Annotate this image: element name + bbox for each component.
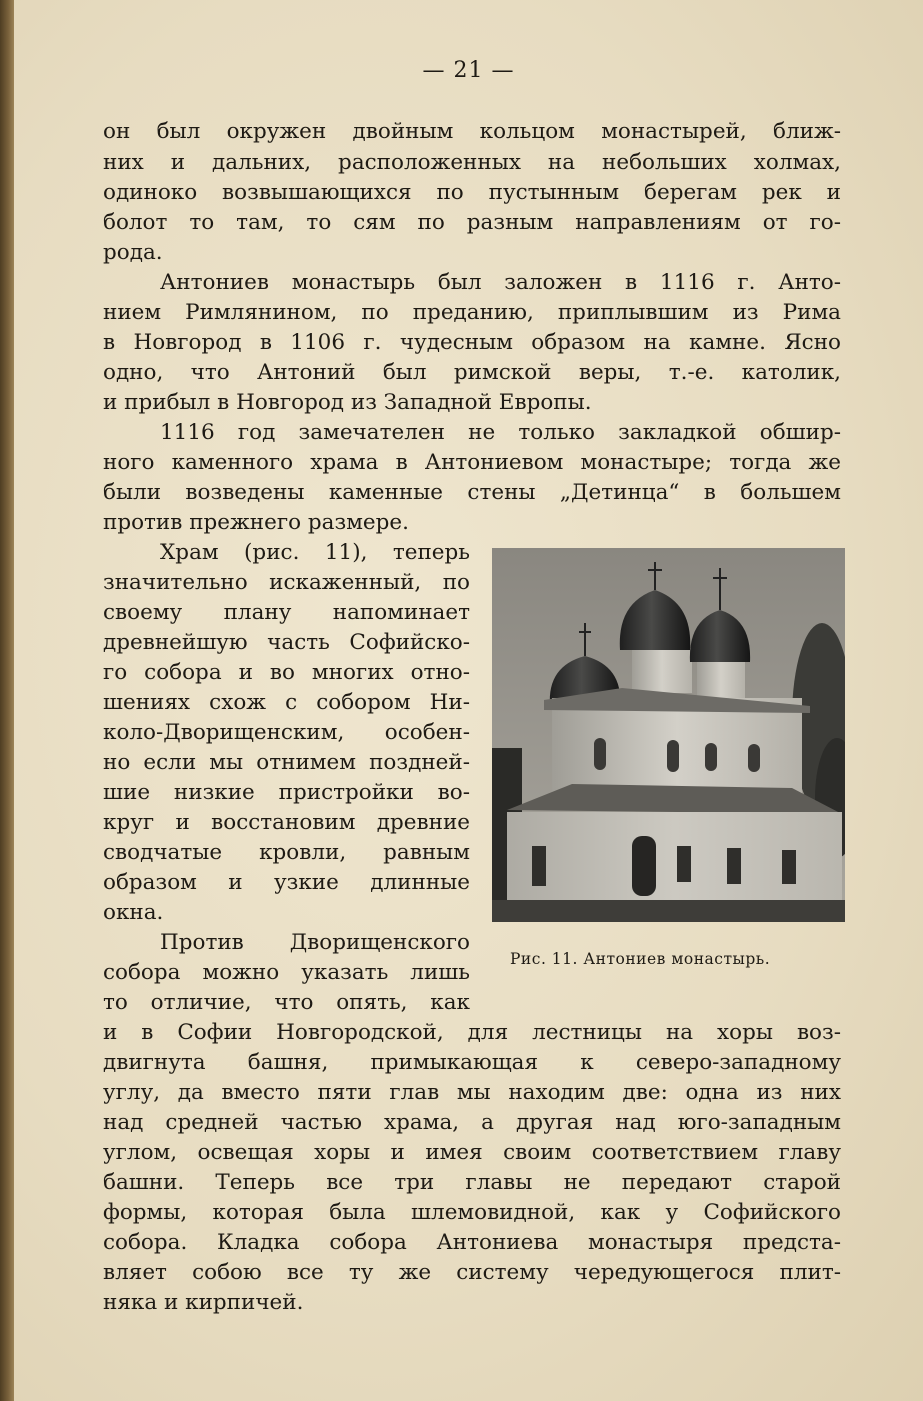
text-line: Антониев монастырь был заложен в 1116 г. Анто-: [160, 270, 841, 295]
text-line: собора можно указать лишь: [103, 960, 470, 985]
text-line: шениях схож с собором Ни-: [103, 690, 470, 715]
text-line: образом и узкие длинные: [103, 870, 470, 895]
text-line: углом, освещая хоры и имея своим соответствием главу: [103, 1140, 841, 1165]
book-page: [14, 0, 923, 1401]
text-line: и прибыл в Новгород из Западной Европы.: [103, 390, 592, 415]
text-line: он был окружен двойным кольцом монастырей, ближ-: [103, 119, 841, 144]
text-line: Храм (рис. 11), теперь: [160, 540, 470, 565]
text-line: одиноко возвышающихся по пустынным берегам рек и: [103, 180, 841, 205]
text-line: рода.: [103, 240, 163, 265]
figure-caption: Рис. 11. Антониев монастырь.: [510, 950, 771, 968]
text-line: углу, да вместо пяти глав мы находим две: одна из них: [103, 1080, 841, 1105]
text-line: но если мы отнимем поздней-: [103, 750, 470, 775]
cathedral-photo: [492, 548, 845, 922]
text-line: и в Софии Новгородской, для лестницы на хоры воз-: [103, 1020, 841, 1045]
text-line: вляет собою все ту же систему чередующегося плит-: [103, 1260, 841, 1285]
book-binding-edge: [0, 0, 14, 1401]
text-line: няка и кирпичей.: [103, 1290, 304, 1315]
text-line: башни. Теперь все три главы не передают старой: [103, 1170, 841, 1195]
text-line: 1116 год замечателен не только закладкой обшир-: [160, 420, 841, 445]
text-line: коло-Дворищенским, особен-: [103, 720, 470, 745]
text-line: шие низкие пристройки во-: [103, 780, 470, 805]
text-line: ного каменного храма в Антониевом монастыре; тогда же: [103, 450, 841, 475]
text-line: значительно искаженный, по: [103, 570, 470, 595]
text-line: то отличие, что опять, как: [103, 990, 470, 1015]
text-line: были возведены каменные стены „Детинца“ в большем: [103, 480, 841, 505]
text-line: над средней частью храма, а другая над юго-западным: [103, 1110, 841, 1135]
text-line: окна.: [103, 900, 164, 925]
text-line: сводчатые кровли, равным: [103, 840, 470, 865]
page-number: — 21 —: [422, 58, 515, 83]
text-line: в Новгород в 1106 г. чудесным образом на камне. Ясно: [103, 330, 841, 355]
text-line: двигнута башня, примыкающая к северо-западному: [103, 1050, 841, 1075]
text-line: го собора и во многих отно-: [103, 660, 470, 685]
text-line: нием Римлянином, по преданию, приплывшим из Рима: [103, 300, 841, 325]
text-line: собора. Кладка собора Антониева монастыря предста-: [103, 1230, 841, 1255]
text-line: болот то там, то сям по разным направлениям от го-: [103, 210, 841, 235]
text-line: одно, что Антоний был римской веры, т.-е. католик,: [103, 360, 841, 385]
text-line: Против Дворищенского: [160, 930, 470, 955]
text-line: против прежнего размере.: [103, 510, 409, 535]
text-line: круг и восстановим древние: [103, 810, 470, 835]
text-line: своему плану напоминает: [103, 600, 470, 625]
text-line: древнейшую часть Софийско-: [103, 630, 470, 655]
text-line: формы, которая была шлемовидной, как у Софийского: [103, 1200, 841, 1225]
text-line: них и дальних, расположенных на небольших холмах,: [103, 150, 841, 175]
